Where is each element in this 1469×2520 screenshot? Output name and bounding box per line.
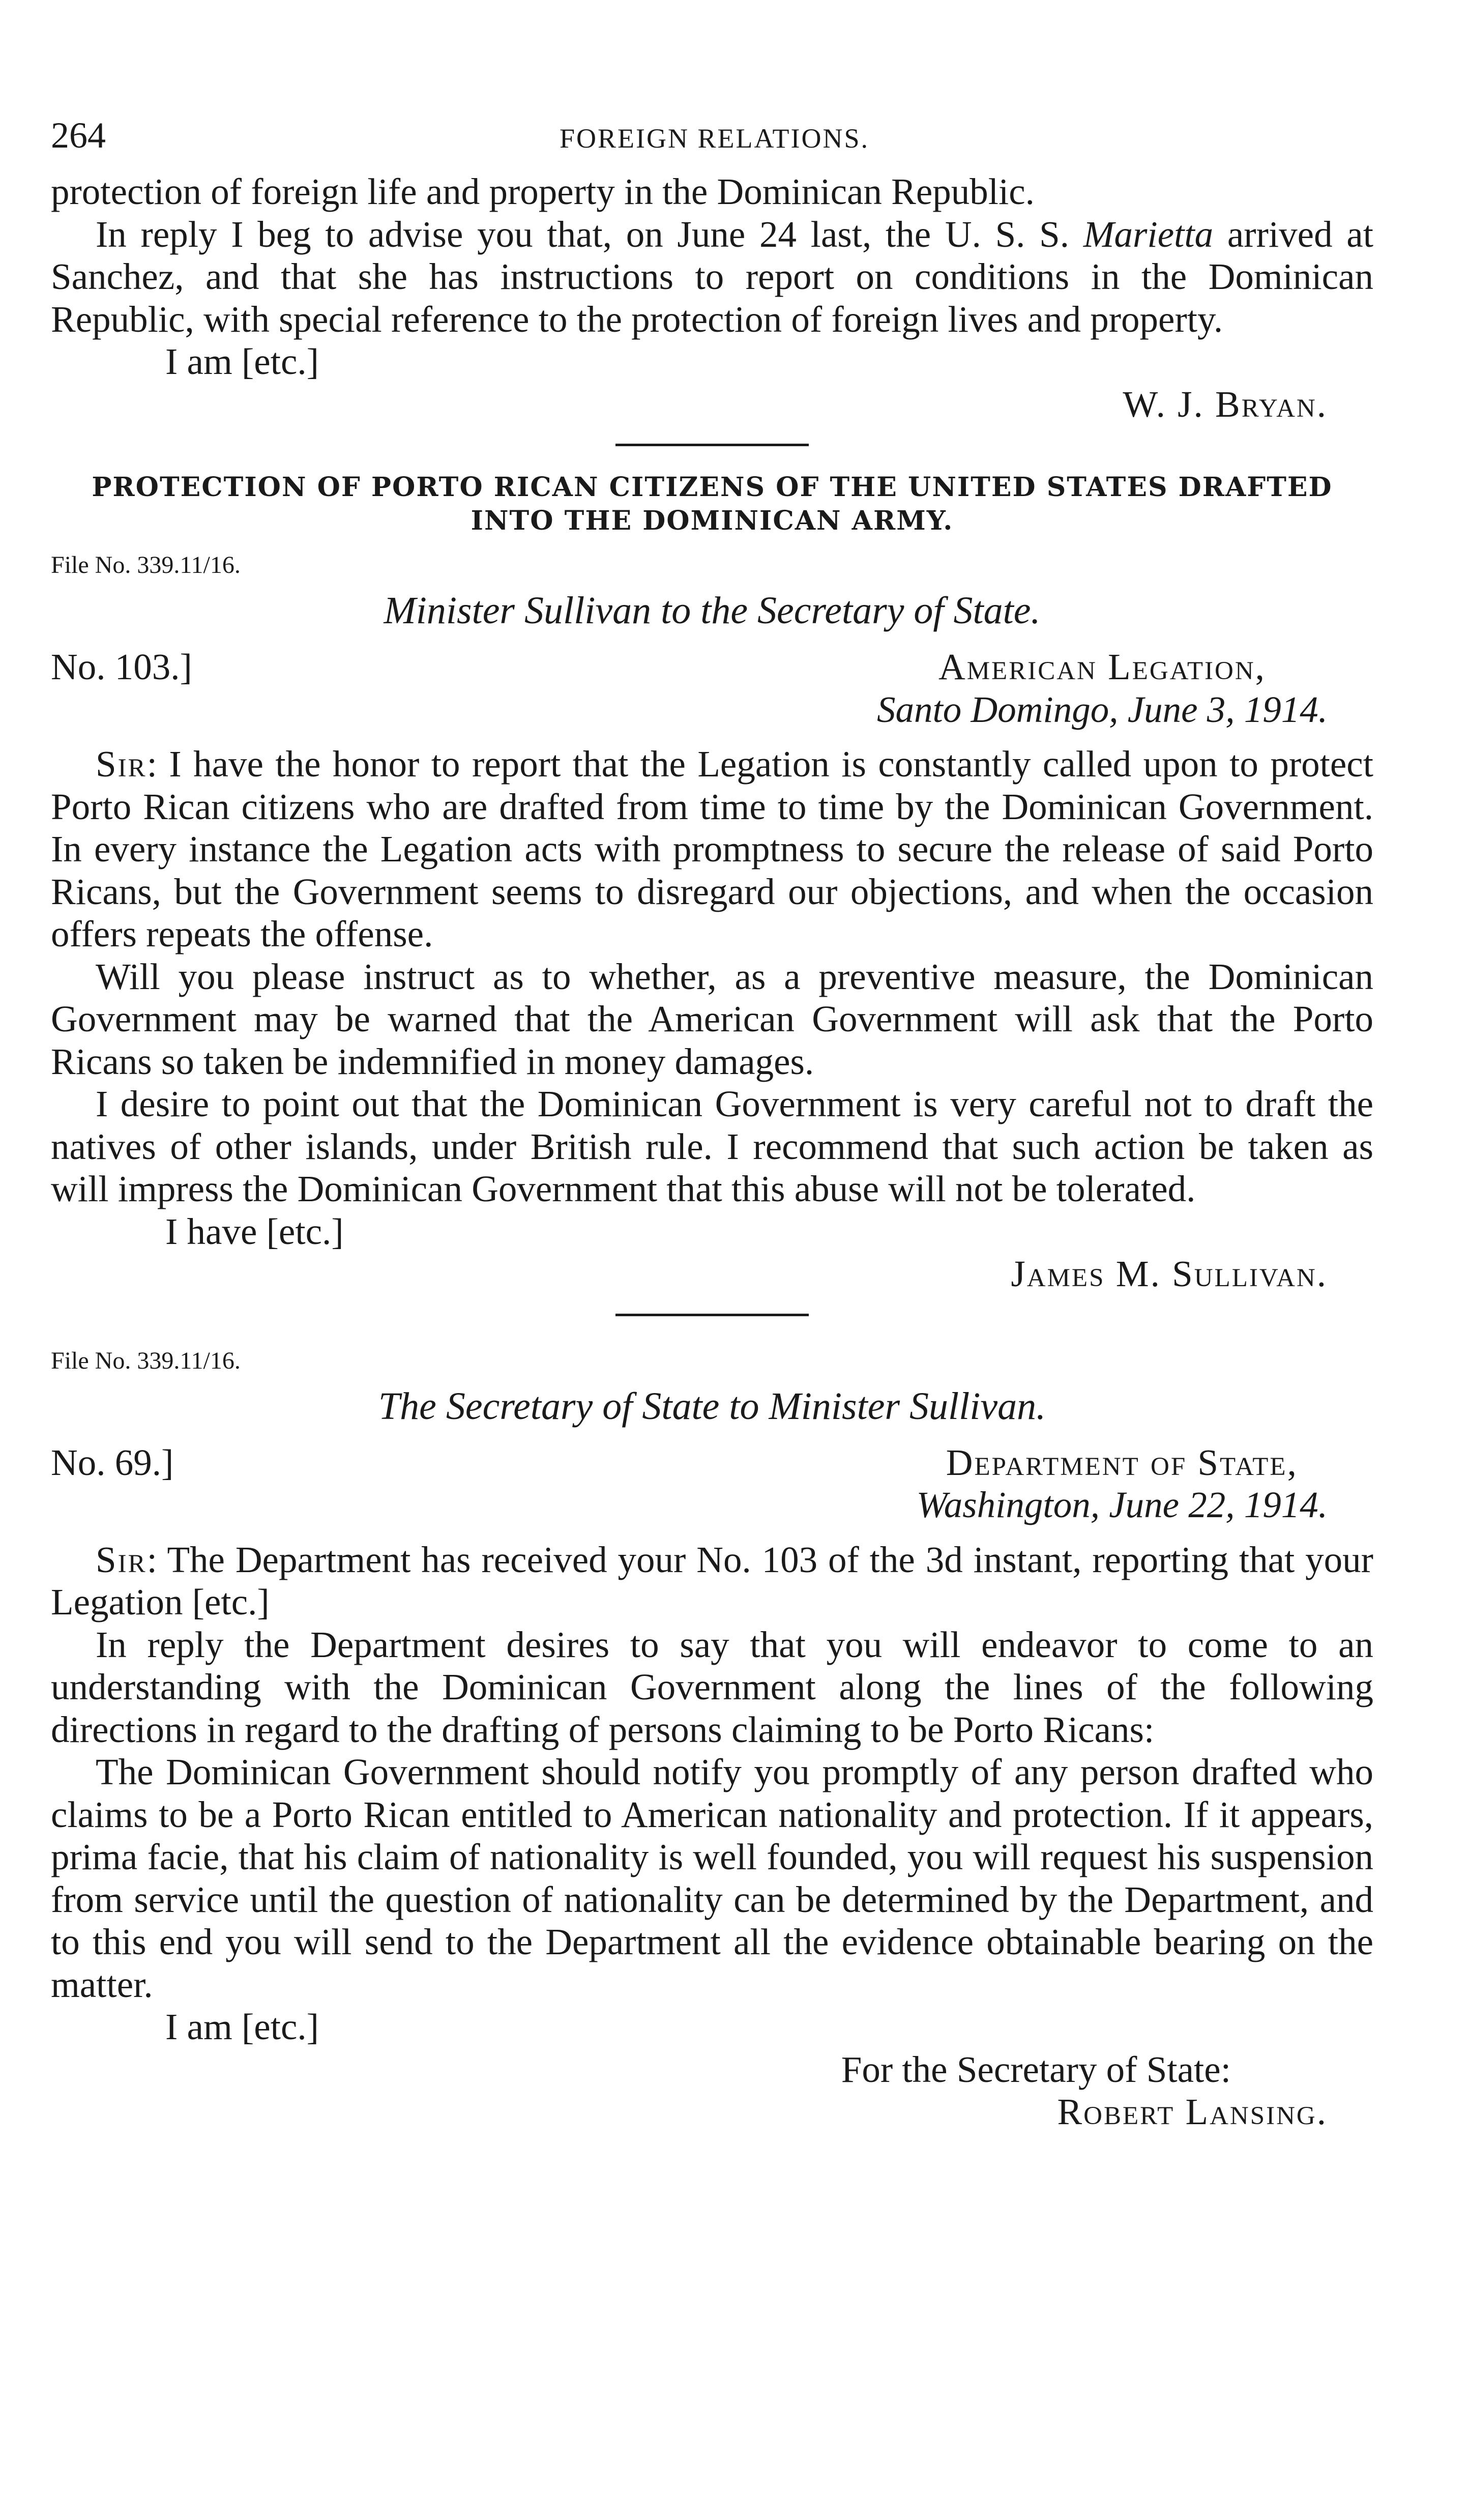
page-header xyxy=(51,114,1373,170)
closing: I have [etc.] xyxy=(165,1210,344,1252)
divider xyxy=(615,444,809,446)
running-head: FOREIGN RELATIONS. xyxy=(560,123,870,154)
ship-name: Marietta xyxy=(1083,213,1214,255)
page-number: 264 xyxy=(51,115,106,156)
letter-address-block xyxy=(51,646,1373,731)
paragraph-text: arrived at Sanchez, and that she has instructions to report on conditions in the Dominican Republic, with special reference to the protection of foreign lives and property. xyxy=(51,213,1373,340)
salutation: Sir xyxy=(96,743,147,785)
address-line: American Legation, xyxy=(938,646,1266,687)
paragraph xyxy=(51,1539,1373,1624)
paragraph: The Dominican Government should notify you promptly of any person drafted who claims to be a Porto Rican entitled to American nationality and protection. If it appears, prima facie, that his claim of nationality is well founded, you will request his suspension from service until the question of nationality can be determined by the Department, and to this end you will send to the Department all the evidence obtainable bearing on the matter. xyxy=(51,1751,1373,2005)
closing: I am [etc.] xyxy=(165,2006,319,2047)
sender-address xyxy=(877,646,1373,731)
address-line: Department of State, xyxy=(946,1441,1298,1483)
letter-address-block xyxy=(51,1441,1373,1526)
paragraph: In reply the Department desires to say that you will endeavor to come to an understanding with the Dominican Government along the lines of the following directions in regard to the drafting of persons claiming to be Porto Ricans: xyxy=(51,1624,1373,1750)
letter-title: The Secretary of State to Minister Sullivan. xyxy=(378,1384,1046,1428)
paragraph: I desire to point out that the Dominican Government is very careful not to draft the natives of other islands, under British rule. I recommend that such action be taken as will impress the Dominican Government that this abuse will not be tolerated. xyxy=(51,1083,1373,1209)
signature: W. J. Bryan. xyxy=(1123,383,1328,425)
paragraph-text: In reply I beg to advise you that, on June 24 last, the U. S. S. xyxy=(96,213,1083,255)
for-secretary-line: For the Secretary of State: xyxy=(841,2048,1231,2090)
paragraph xyxy=(51,743,1373,955)
salutation: Sir xyxy=(96,1539,147,1580)
despatch-number: No. 103.] xyxy=(51,646,192,687)
file-number: File No. 339.11/16. xyxy=(51,1347,241,1374)
sender-address xyxy=(917,1441,1373,1526)
document-page xyxy=(51,114,1373,2133)
letter-title: Minister Sullivan to the Secretary of State. xyxy=(384,589,1041,632)
paragraph xyxy=(51,213,1373,341)
paragraph-text: : I have the honor to report that the Legation is constantly called upon to protect Porto Rican citizens who are drafted from time to time by the Dominican Government. In every instance the Legation acts with promptness to secure the release of said Porto Ricans, but the Government seems to disregard our objections, and when the occasion offers repeats the offense. xyxy=(51,743,1373,954)
letter-bryan xyxy=(51,170,1373,425)
closing: I am [etc.] xyxy=(165,341,319,382)
divider xyxy=(615,1314,809,1316)
paragraph: protection of foreign life and property in the Dominican Republic. xyxy=(51,171,1035,212)
signature: James M. Sullivan. xyxy=(1011,1253,1328,1294)
file-number: File No. 339.11/16. xyxy=(51,552,241,578)
paragraph-text: : The Department has received your No. 103 of the 3d instant, reporting that your Legation [etc.] xyxy=(51,1539,1373,1623)
signature: Robert Lansing. xyxy=(1057,2091,1328,2132)
paragraph: Will you please instruct as to whether, as a preventive measure, the Dominican Government may be warned that the American Government will ask that the Porto Ricans so taken be indemnified in money damages. xyxy=(51,955,1373,1082)
section-heading: PROTECTION OF PORTO RICAN CITIZENS OF THE UNITED STATES DRAFTED INTO THE DOMINICAN ARMY. xyxy=(92,472,1333,536)
instruction-number: No. 69.] xyxy=(51,1441,174,1483)
place-date: Santo Domingo, June 3, 1914. xyxy=(876,688,1328,730)
place-date: Washington, June 22, 1914. xyxy=(916,1484,1328,1525)
